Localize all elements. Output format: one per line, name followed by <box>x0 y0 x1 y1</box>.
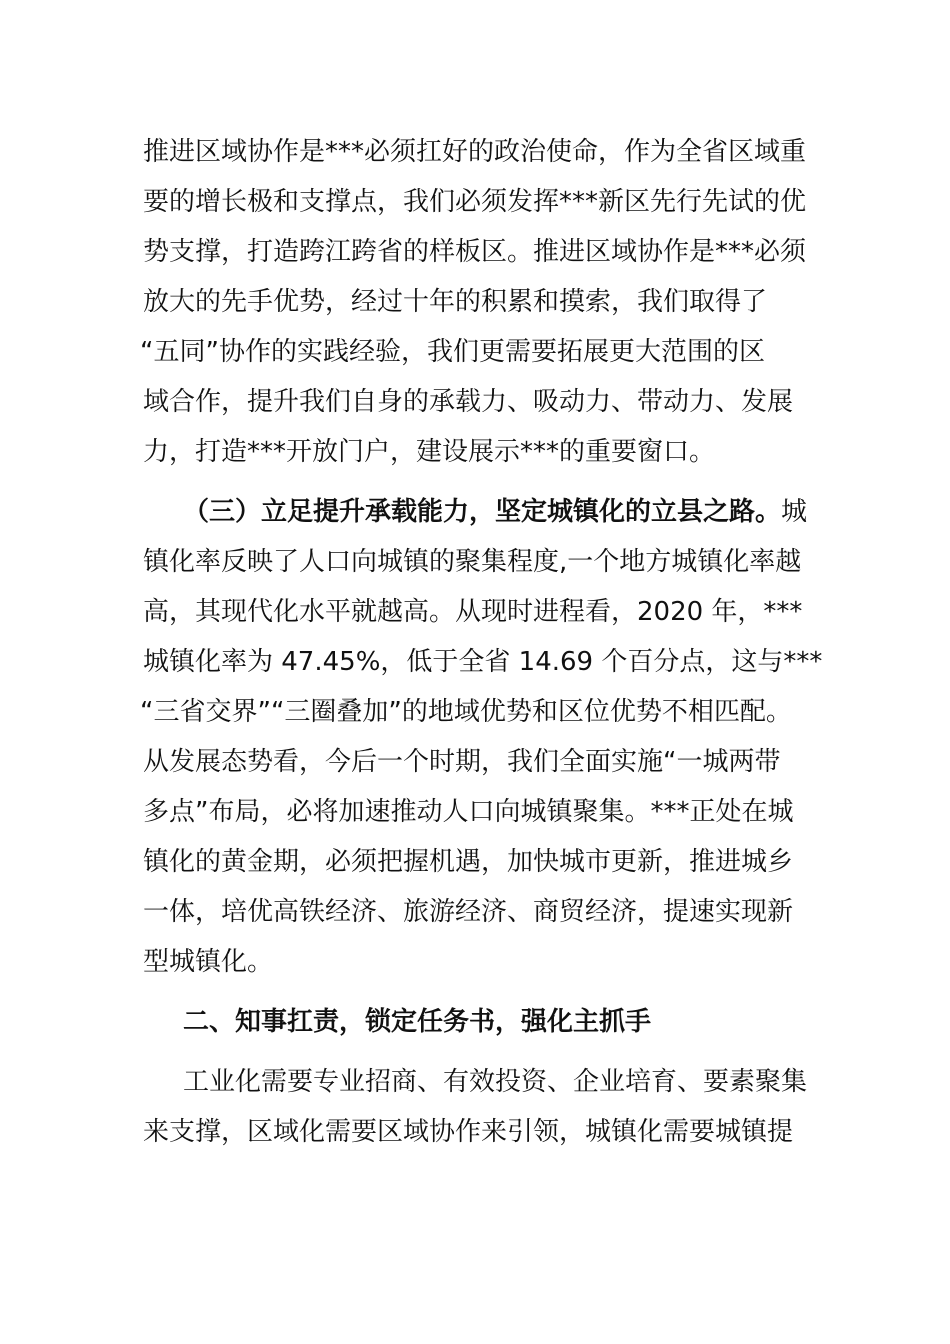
paragraph-1-line: 域合作，提升我们自身的承载力、吸动力、带动力、发展 <box>143 387 794 417</box>
paragraph-1-line: 放大的先手优势，经过十年的积累和摸索，我们取得了 <box>143 287 768 317</box>
paragraph-2-line: 城镇化率为 47.45%，低于全省 14.69 个百分点，这与*** <box>143 647 823 677</box>
paragraph-1-line: “五同”协作的实践经验，我们更需要拓展更大范围的区 <box>140 337 765 367</box>
subsection-heading: （三）立足提升承载能力，坚定城镇化的立县之路。 <box>183 497 782 527</box>
paragraph-2-first-line <box>183 495 823 529</box>
paragraph-2-line: 高，其现代化水平就越高。从现时进程看，2020 年，*** <box>143 597 803 627</box>
paragraph-2-first-line-rest: 城 <box>781 497 808 527</box>
paragraph-1-line: 要的增长极和支撑点，我们必须发挥***新区先行先试的优 <box>143 187 807 217</box>
paragraph-2-line: 镇化的黄金期，必须把握机遇，加快城市更新，推进城乡 <box>143 847 794 877</box>
paragraph-3-line: 工业化需要专业招商、有效投资、企业培育、要素聚集 <box>183 1067 808 1097</box>
paragraph-2-line: 多点”布局，必将加速推动人口向城镇聚集。***正处在城 <box>143 797 794 827</box>
paragraph-2-line: 镇化率反映了人口向城镇的聚集程度,一个地方城镇化率越 <box>143 547 802 577</box>
paragraph-1-line: 力，打造***开放门户，建设展示***的重要窗口。 <box>143 437 716 467</box>
paragraph-2-line: 从发展态势看，今后一个时期，我们全面实施“一城两带 <box>143 747 781 777</box>
paragraph-2-line: 型城镇化。 <box>143 947 274 977</box>
paragraph-1-line: 推进区域协作是***必须扛好的政治使命，作为全省区域重 <box>143 137 807 167</box>
paragraph-2-line: “三省交界”“三圈叠加”的地域优势和区位优势不相匹配。 <box>140 697 792 727</box>
paragraph-2-line: 一体，培优高铁经济、旅游经济、商贸经济，提速实现新 <box>143 897 794 927</box>
paragraph-3-line: 来支撑，区域化需要区域协作来引领，城镇化需要城镇提 <box>143 1117 794 1147</box>
paragraph-1-line: 势支撑，打造跨江跨省的样板区。推进区域协作是***必须 <box>143 237 807 267</box>
section-heading: 二、知事扛责，锁定任务书，强化主抓手 <box>183 1007 652 1037</box>
